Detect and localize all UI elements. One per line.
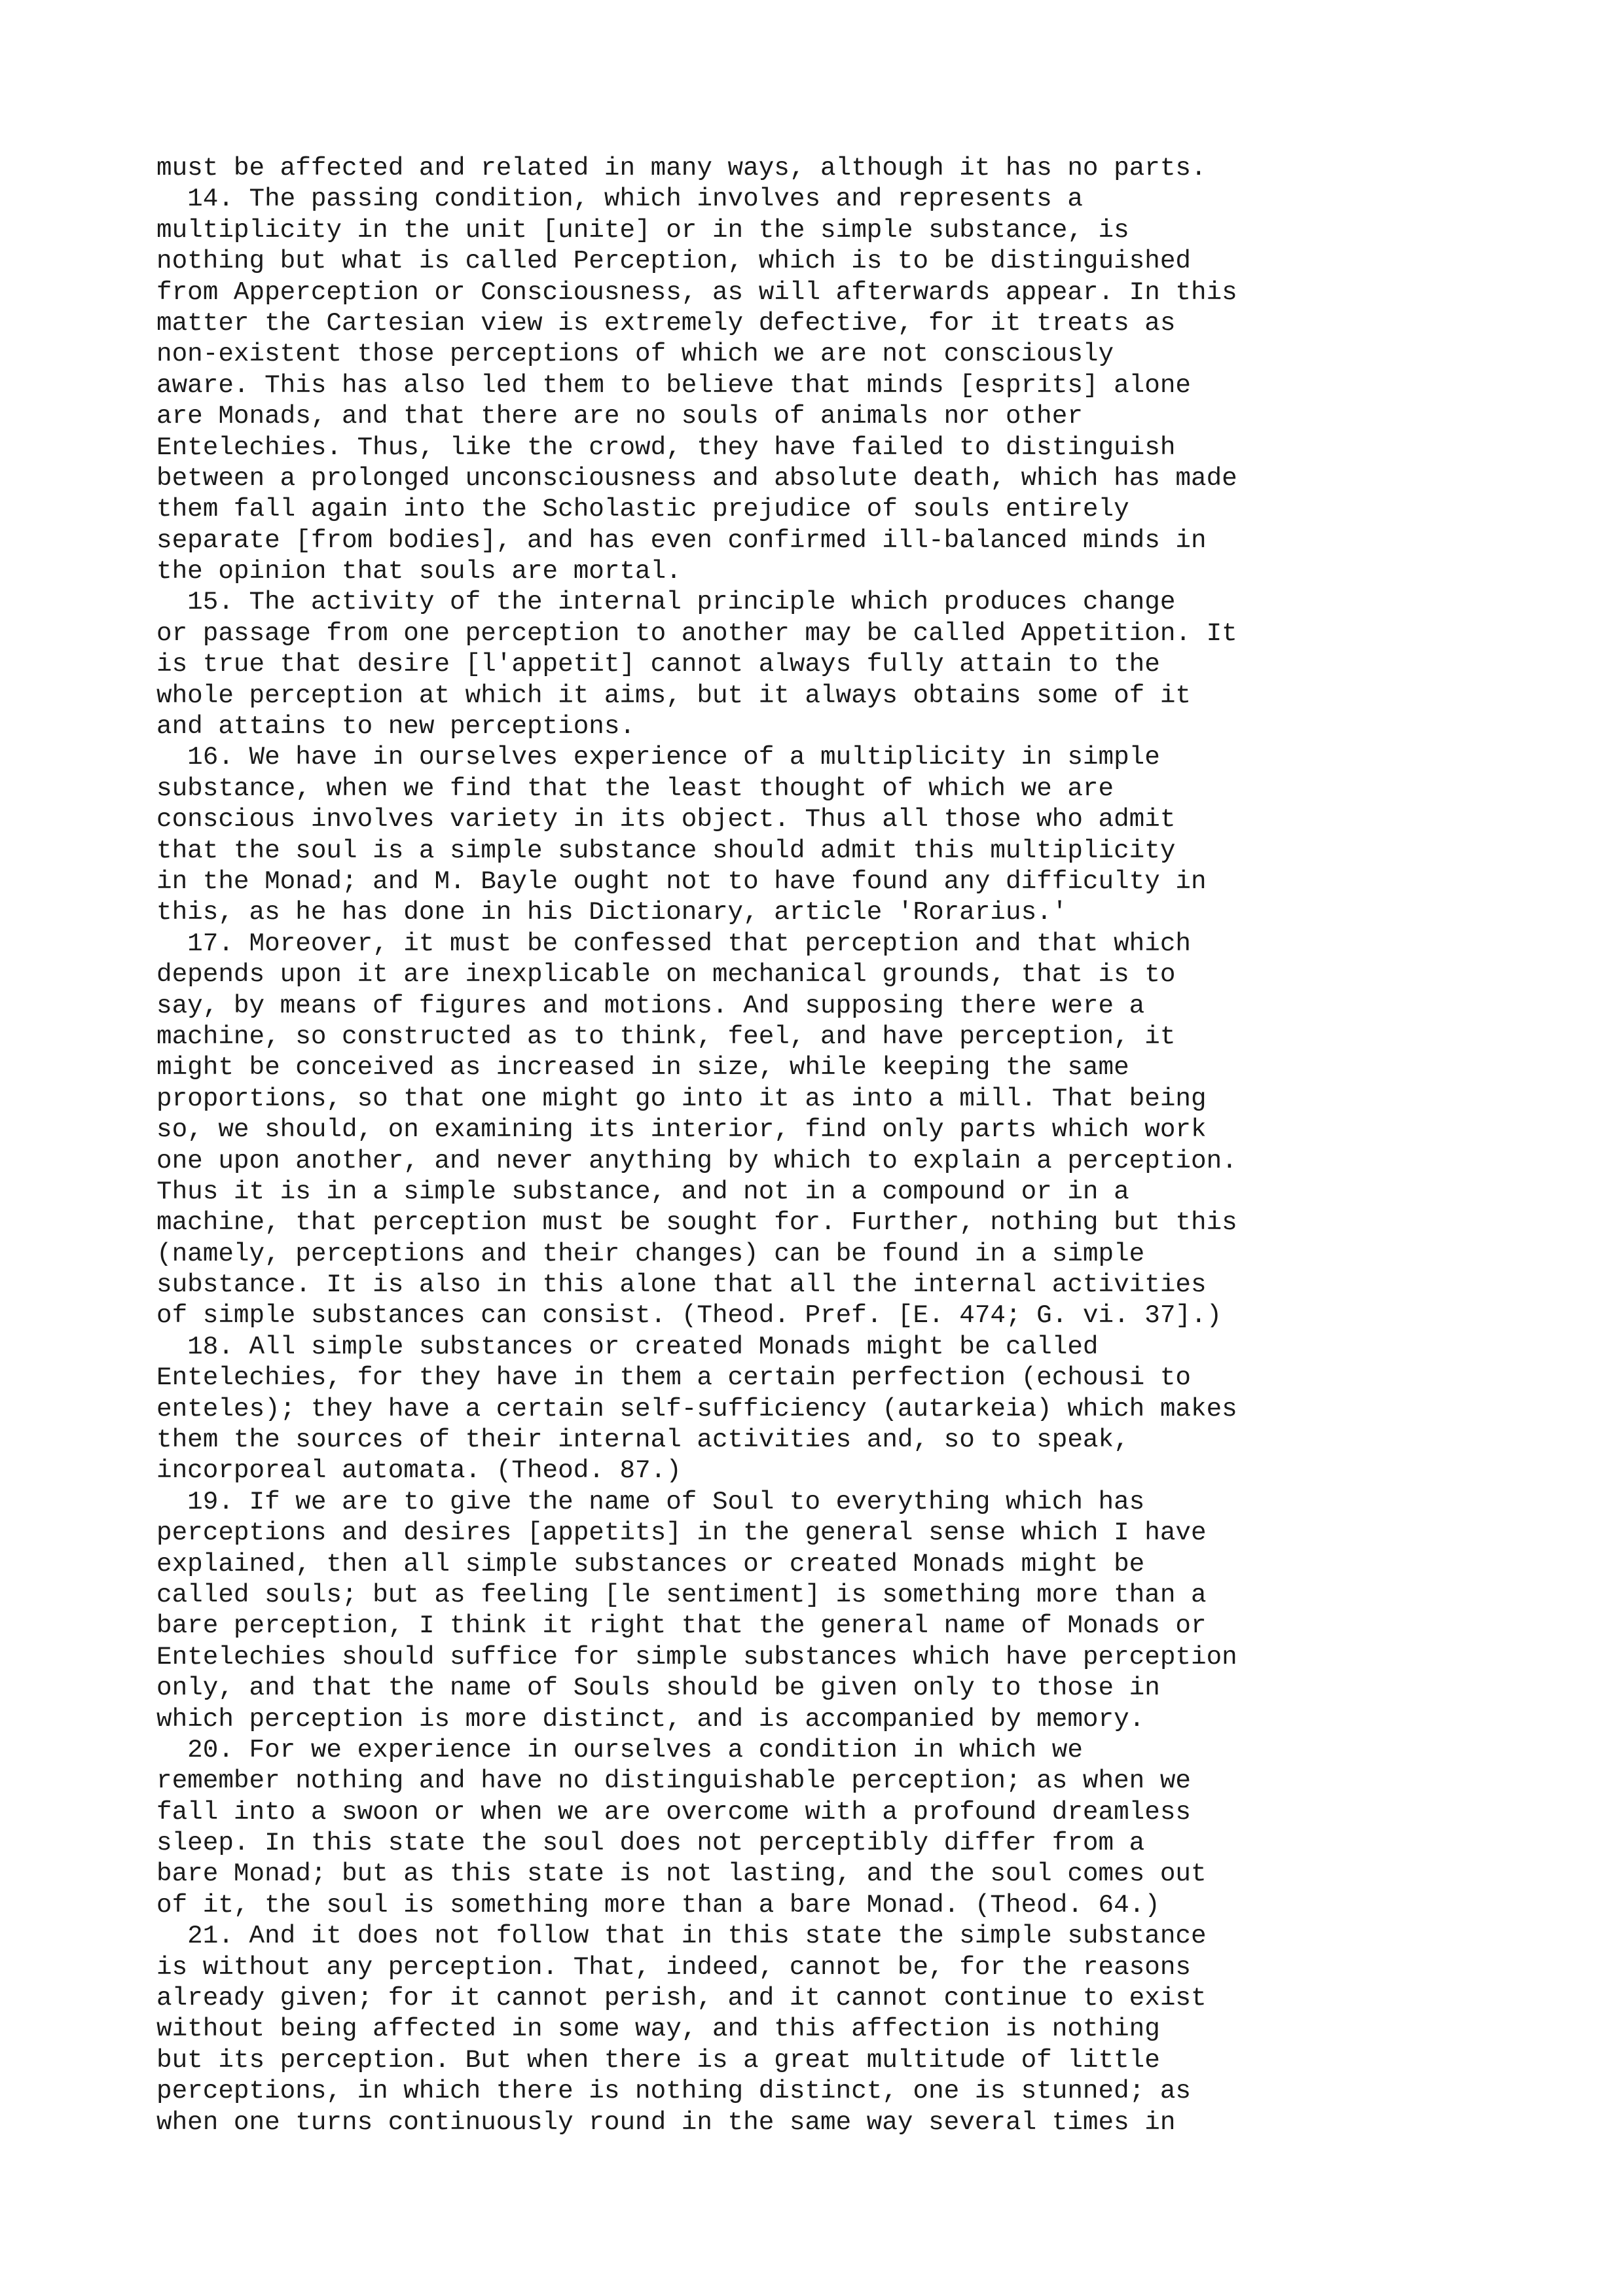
text-line: incorporeal automata. (Theod. 87.)	[156, 1456, 682, 1486]
text-line: 21. And it does not follow that in this state the simple substance	[156, 1921, 1207, 1951]
text-line: whole perception at which it aims, but it always obtains some of it	[156, 680, 1191, 710]
text-line: 14. The passing condition, which involves and represents a	[156, 184, 1083, 214]
text-line: separate [from bodies], and has even confirmed ill-balanced minds in	[156, 525, 1207, 555]
text-line: one upon another, and never anything by which to explain a perception.	[156, 1145, 1237, 1175]
text-line: multiplicity in the unit [unite] or in the simple substance, is	[156, 215, 1129, 245]
text-line: the opinion that souls are mortal.	[156, 556, 682, 586]
text-line: are Monads, and that there are no souls of animals nor other	[156, 401, 1083, 431]
text-line: 20. For we experience in ourselves a condition in which we	[156, 1734, 1083, 1765]
text-line: 19. If we are to give the name of Soul to everything which has	[156, 1486, 1145, 1516]
text-line: without being affected in some way, and this affection is nothing	[156, 2014, 1160, 2044]
text-line: 17. Moreover, it must be confessed that perception and that which	[156, 928, 1191, 958]
text-line: already given; for it cannot perish, and it cannot continue to exist	[156, 1983, 1207, 2013]
text-line: only, and that the name of Souls should be given only to those in	[156, 1673, 1160, 1703]
document-body	[156, 152, 1531, 2138]
text-line: say, by means of figures and motions. And supposing there were a	[156, 990, 1145, 1020]
text-line: in the Monad; and M. Bayle ought not to have found any difficulty in	[156, 866, 1207, 896]
text-line: them the sources of their internal activities and, so to speak,	[156, 1425, 1129, 1455]
text-line: so, we should, on examining its interior, find only parts which work	[156, 1115, 1207, 1145]
text-line: perceptions, in which there is nothing distinct, one is stunned; as	[156, 2076, 1191, 2106]
text-line: is true that desire [l'appetit] cannot always fully attain to the	[156, 649, 1160, 679]
text-line: depends upon it are inexplicable on mechanical grounds, that is to	[156, 960, 1176, 990]
text-line: perceptions and desires [appetits] in the general sense which I have	[156, 1518, 1207, 1548]
text-line: or passage from one perception to another may be called Appetition. It	[156, 618, 1237, 648]
text-line: is without any perception. That, indeed, cannot be, for the reasons	[156, 1952, 1191, 1982]
text-line: from Apperception or Consciousness, as will afterwards appear. In this	[156, 277, 1237, 307]
text-line: substance. It is also in this alone that all the internal activities	[156, 1270, 1207, 1300]
text-line: which perception is more distinct, and is accompanied by memory.	[156, 1704, 1145, 1734]
text-line: 18. All simple substances or created Monads might be called	[156, 1331, 1099, 1361]
text-line: substance, when we find that the least thought of which we are	[156, 773, 1114, 803]
text-line: Thus it is in a simple substance, and not in a compound or in a	[156, 1176, 1129, 1206]
text-line: explained, then all simple substances or created Monads might be	[156, 1549, 1145, 1579]
text-line: between a prolonged unconsciousness and absolute death, which has made	[156, 463, 1237, 493]
text-line: bare perception, I think it right that the general name of Monads or	[156, 1611, 1207, 1641]
text-line: must be affected and related in many ways, although it has no parts.	[156, 153, 1207, 183]
text-line: called souls; but as feeling [le sentiment] is something more than a	[156, 1579, 1207, 1609]
text-line: conscious involves variety in its object. Thus all those who admit	[156, 804, 1176, 834]
text-line: them fall again into the Scholastic prejudice of souls entirely	[156, 494, 1129, 524]
text-line: remember nothing and have no distinguishable perception; as when we	[156, 1766, 1191, 1796]
text-line: machine, so constructed as to think, feel, and have perception, it	[156, 1021, 1176, 1051]
text-line: of it, the soul is something more than a bare Monad. (Theod. 64.)	[156, 1890, 1160, 1920]
text-line: this, as he has done in his Dictionary, article 'Rorarius.'	[156, 897, 1068, 927]
text-line: non-existent those perceptions of which we are not consciously	[156, 339, 1114, 369]
text-line: Entelechies should suffice for simple substances which have perception	[156, 1641, 1237, 1672]
document-page	[156, 152, 1531, 2138]
text-line: sleep. In this state the soul does not perceptibly differ from a	[156, 1828, 1145, 1858]
text-line: machine, that perception must be sought for. Further, nothing but this	[156, 1208, 1237, 1238]
text-line: but its perception. But when there is a great multitude of little	[156, 2045, 1160, 2075]
text-line: aware. This has also led them to believe that minds [esprits] alone	[156, 370, 1191, 400]
text-line: proportions, so that one might go into it as into a mill. That being	[156, 1083, 1207, 1113]
text-line: bare Monad; but as this state is not lasting, and the soul comes out	[156, 1859, 1207, 1889]
text-line: 15. The activity of the internal principle which produces change	[156, 587, 1176, 617]
text-line: 16. We have in ourselves experience of a multiplicity in simple	[156, 742, 1160, 772]
text-line: and attains to new perceptions.	[156, 711, 636, 742]
text-line: of simple substances can consist. (Theod. Pref. [E. 474; G. vi. 37].)	[156, 1300, 1222, 1331]
text-line: Entelechies, for they have in them a certain perfection (echousi to	[156, 1363, 1191, 1393]
text-line: that the soul is a simple substance should admit this multiplicity	[156, 835, 1176, 865]
text-line: nothing but what is called Perception, which is to be distinguished	[156, 246, 1191, 276]
text-line: might be conceived as increased in size, while keeping the same	[156, 1052, 1129, 1083]
text-line: when one turns continuously round in the same way several times in	[156, 2107, 1176, 2137]
text-line: matter the Cartesian view is extremely defective, for it treats as	[156, 308, 1176, 338]
text-line: Entelechies. Thus, like the crowd, they have failed to distinguish	[156, 432, 1176, 462]
text-line: (namely, perceptions and their changes) can be found in a simple	[156, 1238, 1145, 1268]
text-line: fall into a swoon or when we are overcome with a profound dreamless	[156, 1797, 1191, 1827]
text-line: enteles); they have a certain self-sufficiency (autarkeia) which makes	[156, 1393, 1237, 1424]
